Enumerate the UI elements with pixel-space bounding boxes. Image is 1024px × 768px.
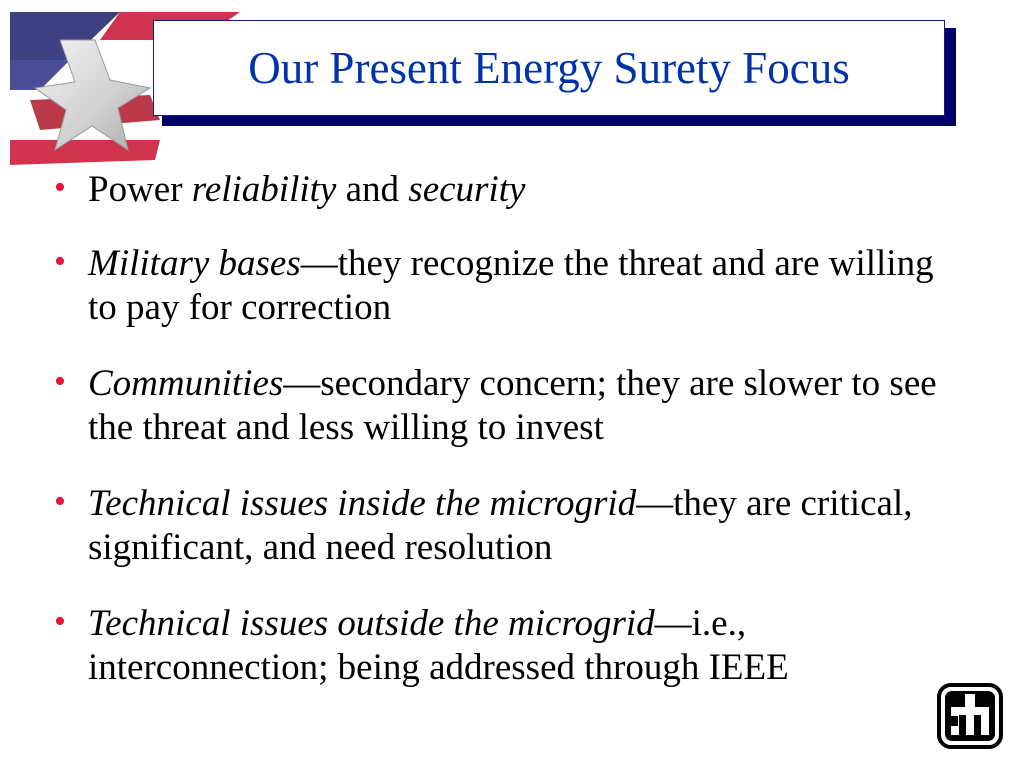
bullet-icon: •: [54, 363, 66, 400]
bullet-text: —they recognize the threat and are willing to pay for correction: [88, 243, 934, 328]
page-title: Our Present Energy Surety Focus: [248, 43, 850, 93]
bullet-text: —i.e., interconnection; being addressed through IEEE: [88, 603, 789, 688]
bullet-icon: •: [54, 169, 66, 206]
list-item: [50, 482, 950, 570]
bullet-text-mid: and: [336, 169, 409, 210]
bullet-icon: •: [54, 603, 66, 640]
list-item: [50, 168, 950, 212]
bullet-text-pre: Power: [88, 169, 192, 210]
list-item: [50, 602, 950, 690]
bullet-emphasis: Technical issues inside the microgrid: [88, 483, 637, 524]
bullet-icon: •: [54, 243, 66, 280]
sandia-logo-icon: [937, 683, 1003, 749]
list-item: [50, 242, 950, 330]
list-item: [50, 362, 950, 450]
bullet-emphasis: Military bases: [88, 243, 301, 284]
bullet-text: —secondary concern; they are slower to see the threat and less willing to invest: [88, 363, 937, 448]
bullet-list: [50, 168, 950, 722]
bullet-emphasis: security: [408, 169, 526, 210]
bullet-emphasis: reliability: [191, 169, 337, 210]
bullet-text: —they are critical, significant, and need resolution: [88, 483, 913, 568]
bullet-emphasis: Technical issues outside the microgrid: [88, 603, 655, 644]
title-box: [153, 20, 945, 116]
bullet-icon: •: [54, 483, 66, 520]
bullet-emphasis: Communities: [88, 363, 284, 404]
